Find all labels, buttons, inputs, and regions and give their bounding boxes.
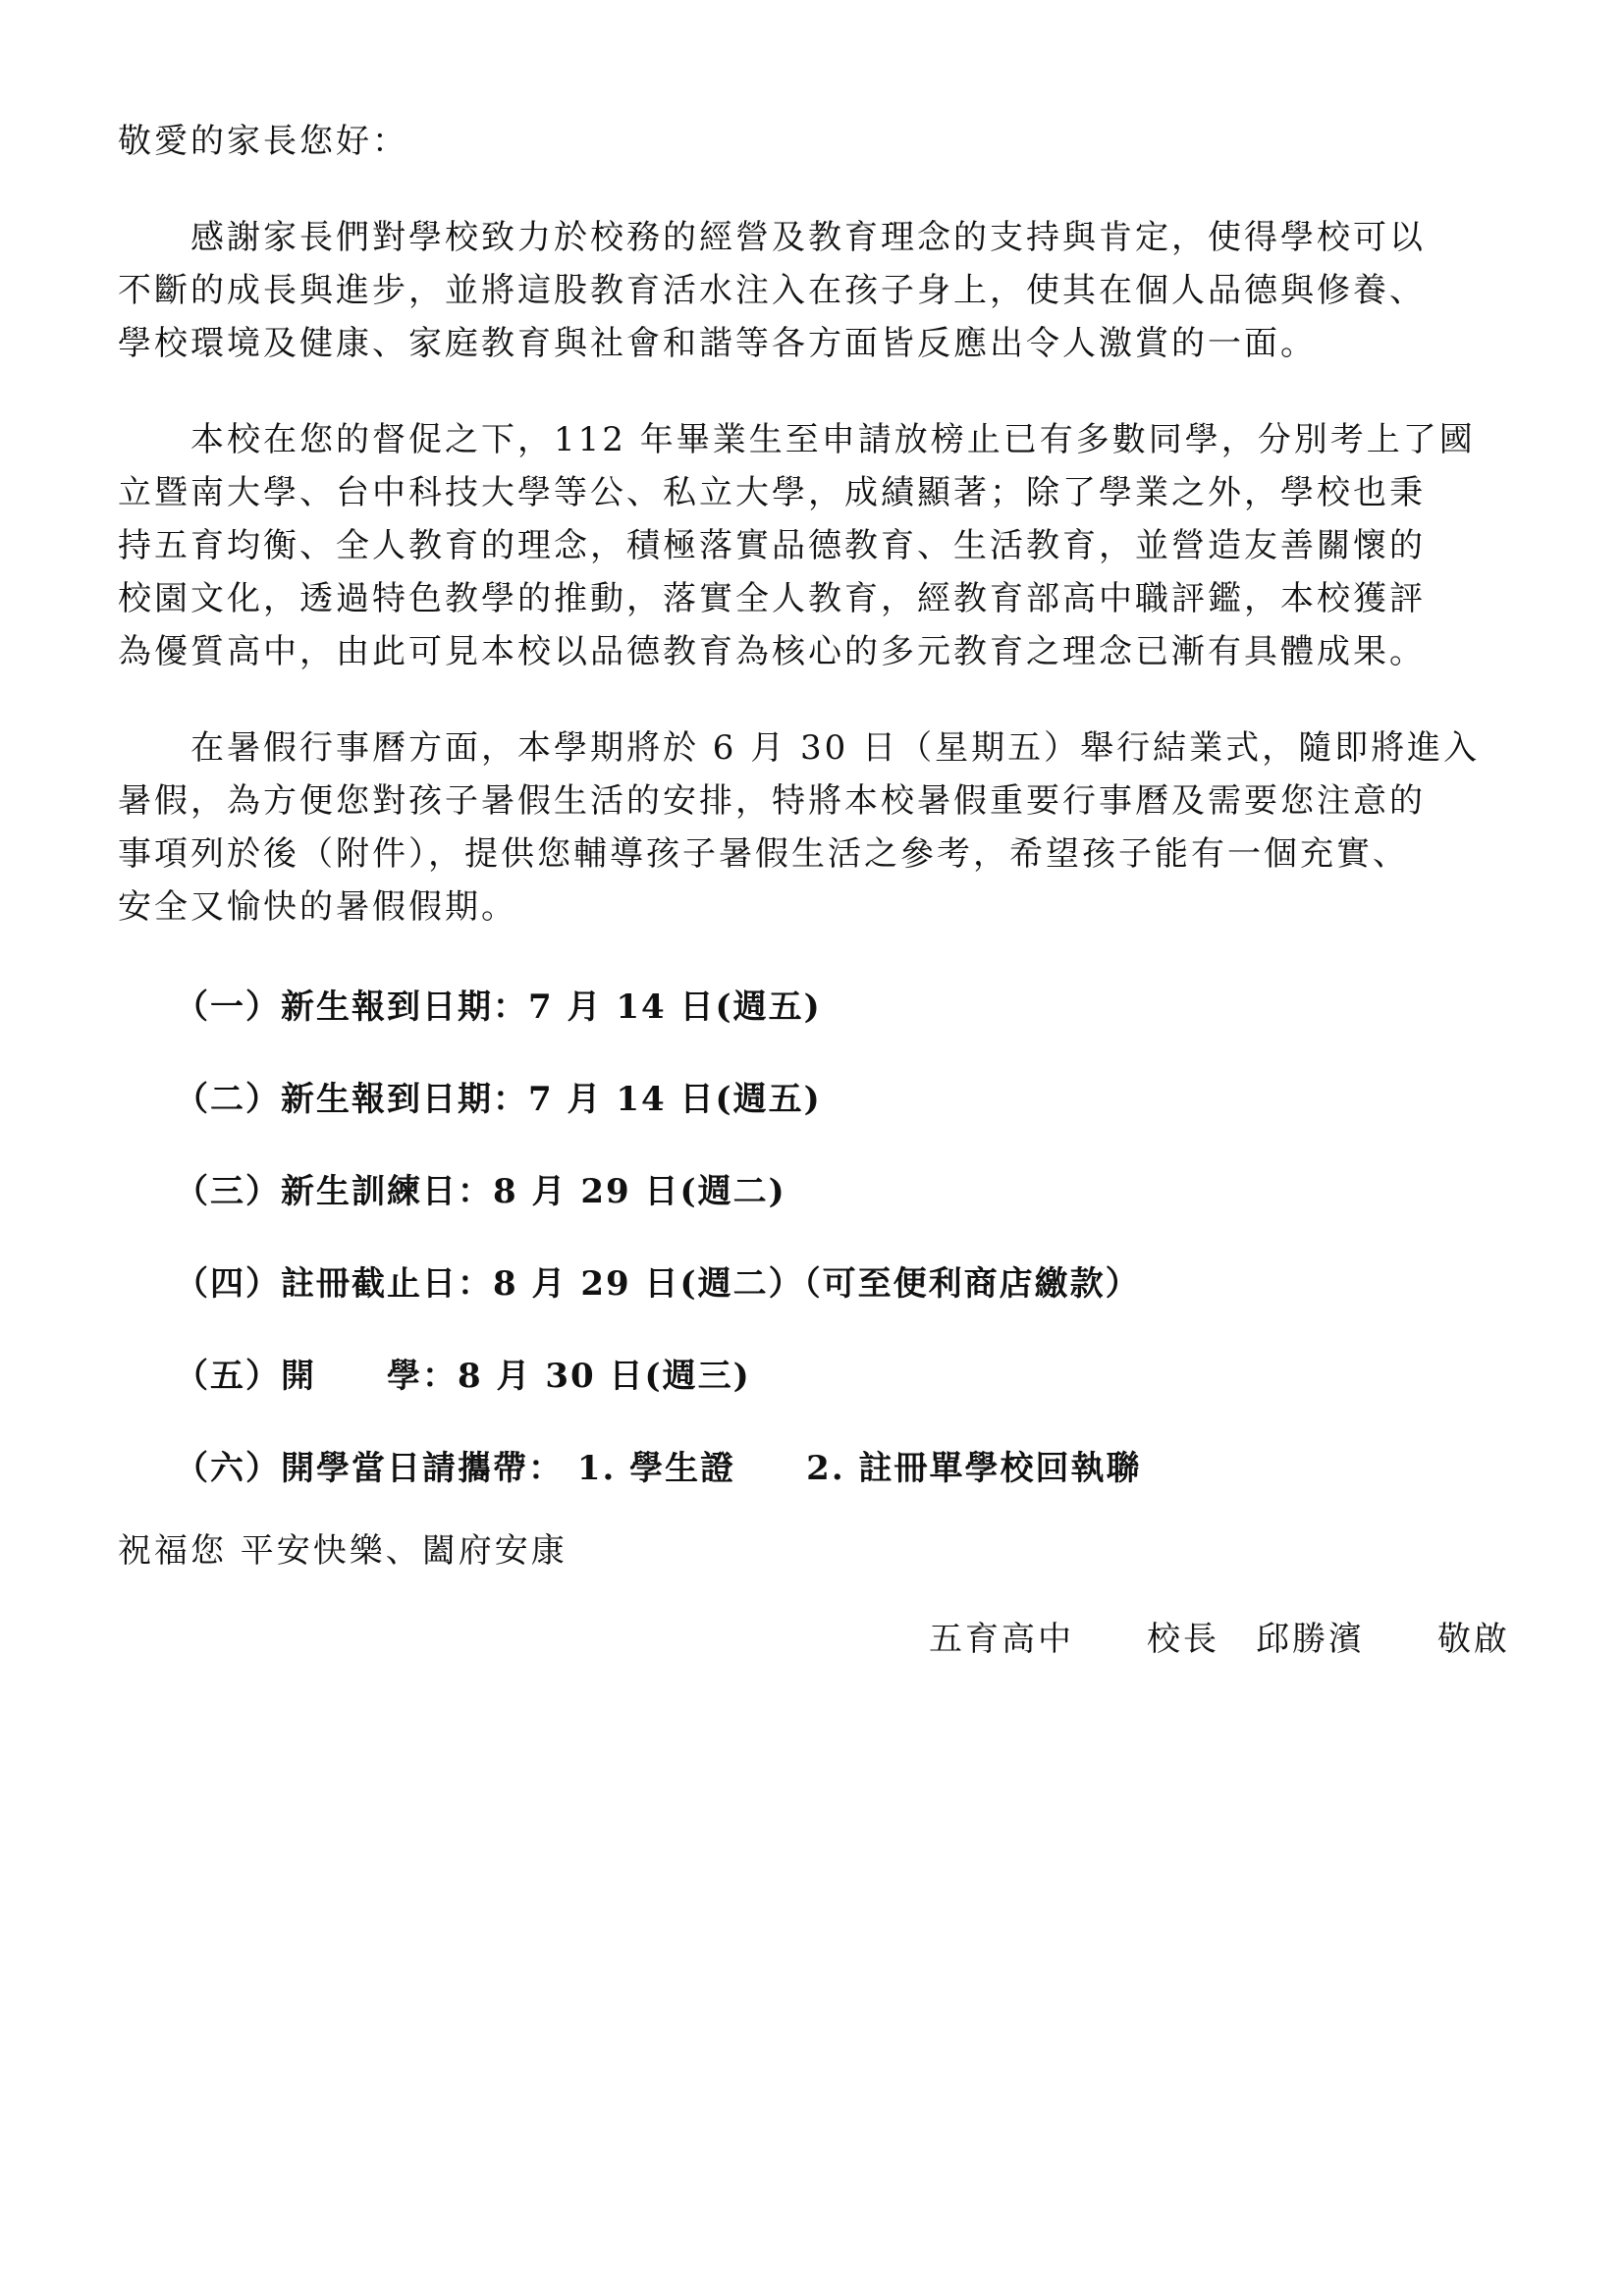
paragraph-line: 持五育均衡、全人教育的理念，積極落實品德教育、生活教育，並營造友善關懷的 — [118, 526, 1426, 565]
paragraph-line: 為優質高中，由此可見本校以品德教育為核心的多元教育之理念已漸有具體成果。 — [118, 632, 1426, 671]
paragraph-line: 安全又愉快的暑假假期。 — [118, 887, 517, 927]
schedule-item: （五）開 學：8 月 30 日(週三) — [175, 1357, 751, 1396]
paragraph-line: 學校環境及健康、家庭教育與社會和諧等各方面皆反應出令人激賞的一面。 — [118, 324, 1317, 363]
paragraph-line: 不斷的成長與進步，並將這股教育活水注入在孩子身上，使其在個人品德與修養、 — [118, 271, 1426, 310]
paragraph-line: 校園文化，透過特色教學的推動，落實全人教育，經教育部高中職評鑑，本校獲評 — [118, 579, 1426, 618]
paragraph-line: 在暑假行事曆方面，本學期將於 6 月 30 日（星期五）舉行結業式，隨即將進入 — [190, 728, 1481, 768]
paragraph-line: 事項列於後（附件），提供您輔導孩子暑假生活之參考，希望孩子能有一個充實、 — [118, 834, 1409, 874]
schedule-item: （一）新生報到日期：7 月 14 日(週五) — [175, 988, 822, 1027]
schedule-item: （三）新生訓練日：8 月 29 日(週二) — [175, 1172, 786, 1211]
paragraph-line: 本校在您的督促之下，112 年畢業生至申請放榜止已有多數同學，分別考上了國 — [190, 420, 1476, 459]
schedule-item: （六）開學當日請攜帶： 1. 學生證 2. 註冊單學校回執聯 — [175, 1449, 1142, 1488]
paragraph-line: 立暨南大學、台中科技大學等公、私立大學，成績顯著；除了學業之外，學校也秉 — [118, 473, 1426, 512]
signature: 五育高中 校長 邱勝濱 敬啟 — [929, 1620, 1510, 1659]
closing: 祝福您 平安快樂、闔府安康 — [118, 1531, 568, 1571]
paragraph-line: 感謝家長們對學校致力於校務的經營及教育理念的支持與肯定，使得學校可以 — [190, 218, 1426, 257]
schedule-item: （四）註冊截止日：8 月 29 日(週二）（可至便利商店繳款） — [175, 1264, 1141, 1304]
salutation: 敬愛的家長您好： — [118, 122, 408, 161]
paragraph-line: 暑假，為方便您對孩子暑假生活的安排，特將本校暑假重要行事曆及需要您注意的 — [118, 781, 1426, 821]
schedule-item: （二）新生報到日期：7 月 14 日(週五) — [175, 1080, 822, 1119]
